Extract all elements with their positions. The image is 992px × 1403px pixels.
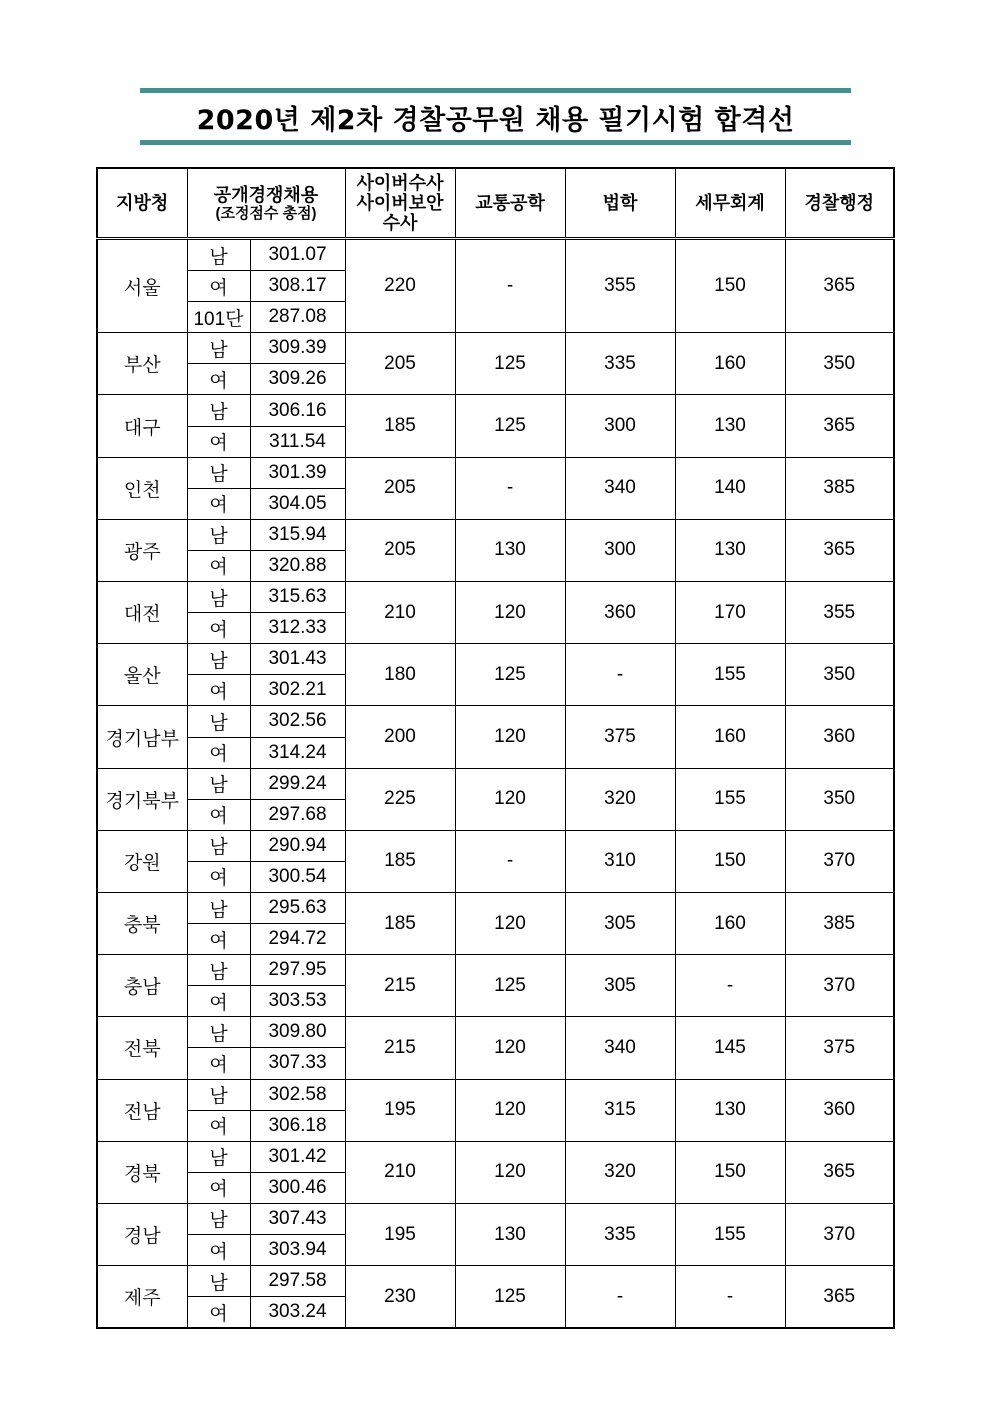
traffic-cell: 120	[455, 1079, 565, 1141]
admin-cell: 370	[785, 830, 894, 892]
tax-cell: 140	[675, 457, 785, 519]
law-cell: 360	[565, 582, 675, 644]
open-score-cell: 297.95	[250, 955, 345, 986]
open-score-cell: 304.05	[250, 488, 345, 519]
open-score-cell: 314.24	[250, 737, 345, 768]
cyber-cell: 230	[345, 1266, 455, 1329]
cyber-cell: 195	[345, 1079, 455, 1141]
admin-cell: 365	[785, 1141, 894, 1203]
traffic-cell: 120	[455, 582, 565, 644]
law-cell: 310	[565, 830, 675, 892]
gender-cell: 여	[187, 1297, 250, 1329]
cyber-cell: 195	[345, 1203, 455, 1265]
region-cell: 대전	[97, 582, 187, 644]
traffic-cell: 130	[455, 1203, 565, 1265]
gender-cell: 여	[187, 426, 250, 457]
cyber-cell: 225	[345, 768, 455, 830]
table-row	[97, 239, 894, 271]
cutoff-table	[96, 167, 895, 1329]
gender-cell: 여	[187, 364, 250, 395]
gender-cell: 남	[187, 644, 250, 675]
gender-cell: 남	[187, 892, 250, 923]
open-score-cell: 297.68	[250, 799, 345, 830]
open-score-cell: 306.18	[250, 1110, 345, 1141]
admin-cell: 375	[785, 1017, 894, 1079]
open-score-cell: 301.42	[250, 1141, 345, 1172]
traffic-cell: 125	[455, 1266, 565, 1329]
cyber-cell: 205	[345, 519, 455, 581]
traffic-cell: 125	[455, 333, 565, 395]
cyber-cell: 220	[345, 239, 455, 333]
open-score-cell: 312.33	[250, 613, 345, 644]
traffic-cell: 120	[455, 768, 565, 830]
cyber-cell: 185	[345, 892, 455, 954]
admin-cell: 360	[785, 706, 894, 768]
title-rule-bottom	[140, 140, 851, 145]
table-row	[97, 706, 894, 737]
traffic-cell: 125	[455, 955, 565, 1017]
law-cell: 335	[565, 333, 675, 395]
admin-cell: 350	[785, 768, 894, 830]
gender-cell: 여	[187, 924, 250, 955]
open-score-cell: 309.80	[250, 1017, 345, 1048]
gender-cell: 남	[187, 706, 250, 737]
admin-cell: 365	[785, 1266, 894, 1329]
open-score-cell: 307.43	[250, 1203, 345, 1234]
open-score-cell: 301.07	[250, 239, 345, 271]
region-cell: 서울	[97, 239, 187, 333]
gender-cell: 여	[187, 271, 250, 302]
gender-cell: 남	[187, 1079, 250, 1110]
table-row	[97, 644, 894, 675]
table-row	[97, 582, 894, 613]
gender-cell: 남	[187, 1017, 250, 1048]
traffic-cell: 120	[455, 706, 565, 768]
admin-cell: 360	[785, 1079, 894, 1141]
open-score-cell: 311.54	[250, 426, 345, 457]
admin-cell: 385	[785, 892, 894, 954]
open-score-cell: 303.24	[250, 1297, 345, 1329]
admin-cell: 365	[785, 519, 894, 581]
open-score-cell: 302.58	[250, 1079, 345, 1110]
region-cell: 대구	[97, 395, 187, 457]
table-row	[97, 519, 894, 550]
region-cell: 강원	[97, 830, 187, 892]
tax-cell: 145	[675, 1017, 785, 1079]
table-row	[97, 1266, 894, 1297]
traffic-cell: 125	[455, 395, 565, 457]
region-cell: 경기북부	[97, 768, 187, 830]
gender-cell: 101단	[187, 302, 250, 333]
law-cell: 320	[565, 1141, 675, 1203]
gender-cell: 남	[187, 955, 250, 986]
region-cell: 충북	[97, 892, 187, 954]
gender-cell: 여	[187, 737, 250, 768]
gender-cell: 여	[187, 675, 250, 706]
table-row	[97, 1017, 894, 1048]
open-score-cell: 315.94	[250, 519, 345, 550]
open-score-cell: 302.21	[250, 675, 345, 706]
tax-cell: 160	[675, 892, 785, 954]
region-cell: 충남	[97, 955, 187, 1017]
traffic-cell: 130	[455, 519, 565, 581]
gender-cell: 남	[187, 1266, 250, 1297]
table-row	[97, 892, 894, 923]
traffic-cell: 120	[455, 892, 565, 954]
region-cell: 울산	[97, 644, 187, 706]
tax-cell: 155	[675, 644, 785, 706]
admin-cell: 370	[785, 955, 894, 1017]
traffic-cell: 120	[455, 1017, 565, 1079]
header-region: 지방청	[97, 168, 187, 239]
gender-cell: 남	[187, 519, 250, 550]
region-cell: 인천	[97, 457, 187, 519]
gender-cell: 여	[187, 1172, 250, 1203]
region-cell: 경기남부	[97, 706, 187, 768]
tax-cell: 130	[675, 395, 785, 457]
header-law: 법학	[565, 168, 675, 239]
gender-cell: 여	[187, 1048, 250, 1079]
cyber-cell: 185	[345, 395, 455, 457]
cyber-cell: 210	[345, 582, 455, 644]
admin-cell: 350	[785, 644, 894, 706]
traffic-cell: 120	[455, 1141, 565, 1203]
page-title: 2020년 제2차 경찰공무원 채용 필기시험 합격선	[196, 105, 795, 136]
gender-cell: 여	[187, 1235, 250, 1266]
admin-cell: 365	[785, 395, 894, 457]
header-open-competition	[187, 168, 345, 239]
open-score-cell: 308.17	[250, 271, 345, 302]
cyber-cell: 215	[345, 1017, 455, 1079]
table-row	[97, 1079, 894, 1110]
header-admin: 경찰행정	[785, 168, 894, 239]
law-cell: 340	[565, 457, 675, 519]
open-score-cell: 309.39	[250, 333, 345, 364]
header-tax: 세무회계	[675, 168, 785, 239]
tax-cell: 150	[675, 1141, 785, 1203]
table-row	[97, 1141, 894, 1172]
tax-cell: 170	[675, 582, 785, 644]
tax-cell: 155	[675, 1203, 785, 1265]
traffic-cell: 125	[455, 644, 565, 706]
table-row	[97, 768, 894, 799]
gender-cell: 여	[187, 861, 250, 892]
region-cell: 광주	[97, 519, 187, 581]
gender-cell: 남	[187, 239, 250, 271]
table-row	[97, 457, 894, 488]
table-row	[97, 1203, 894, 1234]
cyber-cell: 205	[345, 457, 455, 519]
open-score-cell: 301.43	[250, 644, 345, 675]
region-cell: 전북	[97, 1017, 187, 1079]
law-cell: 305	[565, 892, 675, 954]
gender-cell: 여	[187, 550, 250, 581]
tax-cell: 155	[675, 768, 785, 830]
open-score-cell: 294.72	[250, 924, 345, 955]
open-score-cell: 302.56	[250, 706, 345, 737]
open-score-cell: 303.53	[250, 986, 345, 1017]
table-row	[97, 333, 894, 364]
cyber-cell: 205	[345, 333, 455, 395]
gender-cell: 남	[187, 395, 250, 426]
open-score-cell: 300.54	[250, 861, 345, 892]
traffic-cell: -	[455, 239, 565, 333]
gender-cell: 여	[187, 1110, 250, 1141]
gender-cell: 남	[187, 768, 250, 799]
cyber-cell: 185	[345, 830, 455, 892]
gender-cell: 남	[187, 582, 250, 613]
gender-cell: 여	[187, 799, 250, 830]
traffic-cell: -	[455, 457, 565, 519]
gender-cell: 여	[187, 613, 250, 644]
region-cell: 경북	[97, 1141, 187, 1203]
tax-cell: -	[675, 1266, 785, 1329]
law-cell: 375	[565, 706, 675, 768]
gender-cell: 여	[187, 488, 250, 519]
admin-cell: 370	[785, 1203, 894, 1265]
table-row	[97, 395, 894, 426]
open-score-cell: 307.33	[250, 1048, 345, 1079]
region-cell: 부산	[97, 333, 187, 395]
open-score-cell: 295.63	[250, 892, 345, 923]
gender-cell: 남	[187, 457, 250, 488]
open-score-cell: 300.46	[250, 1172, 345, 1203]
open-score-cell: 301.39	[250, 457, 345, 488]
admin-cell: 350	[785, 333, 894, 395]
region-cell: 제주	[97, 1266, 187, 1329]
law-cell: -	[565, 1266, 675, 1329]
cyber-cell: 200	[345, 706, 455, 768]
region-cell: 경남	[97, 1203, 187, 1265]
tax-cell: 160	[675, 706, 785, 768]
law-cell: 340	[565, 1017, 675, 1079]
law-cell: 315	[565, 1079, 675, 1141]
gender-cell: 남	[187, 1203, 250, 1234]
law-cell: 355	[565, 239, 675, 333]
tax-cell: -	[675, 955, 785, 1017]
tax-cell: 160	[675, 333, 785, 395]
table-row	[97, 955, 894, 986]
open-score-cell: 303.94	[250, 1235, 345, 1266]
open-score-cell: 320.88	[250, 550, 345, 581]
header-row	[97, 168, 894, 239]
admin-cell: 385	[785, 457, 894, 519]
title-rule-top	[140, 88, 851, 93]
law-cell: 305	[565, 955, 675, 1017]
law-cell: 300	[565, 519, 675, 581]
cyber-cell: 210	[345, 1141, 455, 1203]
cyber-cell: 180	[345, 644, 455, 706]
gender-cell: 남	[187, 830, 250, 861]
gender-cell: 남	[187, 333, 250, 364]
tax-cell: 130	[675, 1079, 785, 1141]
gender-cell: 여	[187, 986, 250, 1017]
open-score-cell: 306.16	[250, 395, 345, 426]
open-score-cell: 299.24	[250, 768, 345, 799]
law-cell: 335	[565, 1203, 675, 1265]
header-open-label: 공개경쟁채용	[213, 184, 319, 205]
header-traffic: 교통공학	[455, 168, 565, 239]
region-cell: 전남	[97, 1079, 187, 1141]
tax-cell: 150	[675, 239, 785, 333]
open-score-cell: 315.63	[250, 582, 345, 613]
admin-cell: 365	[785, 239, 894, 333]
cyber-cell: 215	[345, 955, 455, 1017]
gender-cell: 남	[187, 1141, 250, 1172]
open-score-cell: 290.94	[250, 830, 345, 861]
header-open-sub: (조정점수 총점)	[215, 204, 317, 222]
open-score-cell: 297.58	[250, 1266, 345, 1297]
tax-cell: 130	[675, 519, 785, 581]
law-cell: 320	[565, 768, 675, 830]
law-cell: 300	[565, 395, 675, 457]
admin-cell: 355	[785, 582, 894, 644]
traffic-cell: -	[455, 830, 565, 892]
header-cyber: 사이버수사 사이버보안 수사	[345, 168, 455, 239]
law-cell: -	[565, 644, 675, 706]
table-row	[97, 830, 894, 861]
open-score-cell: 287.08	[250, 302, 345, 333]
tax-cell: 150	[675, 830, 785, 892]
open-score-cell: 309.26	[250, 364, 345, 395]
